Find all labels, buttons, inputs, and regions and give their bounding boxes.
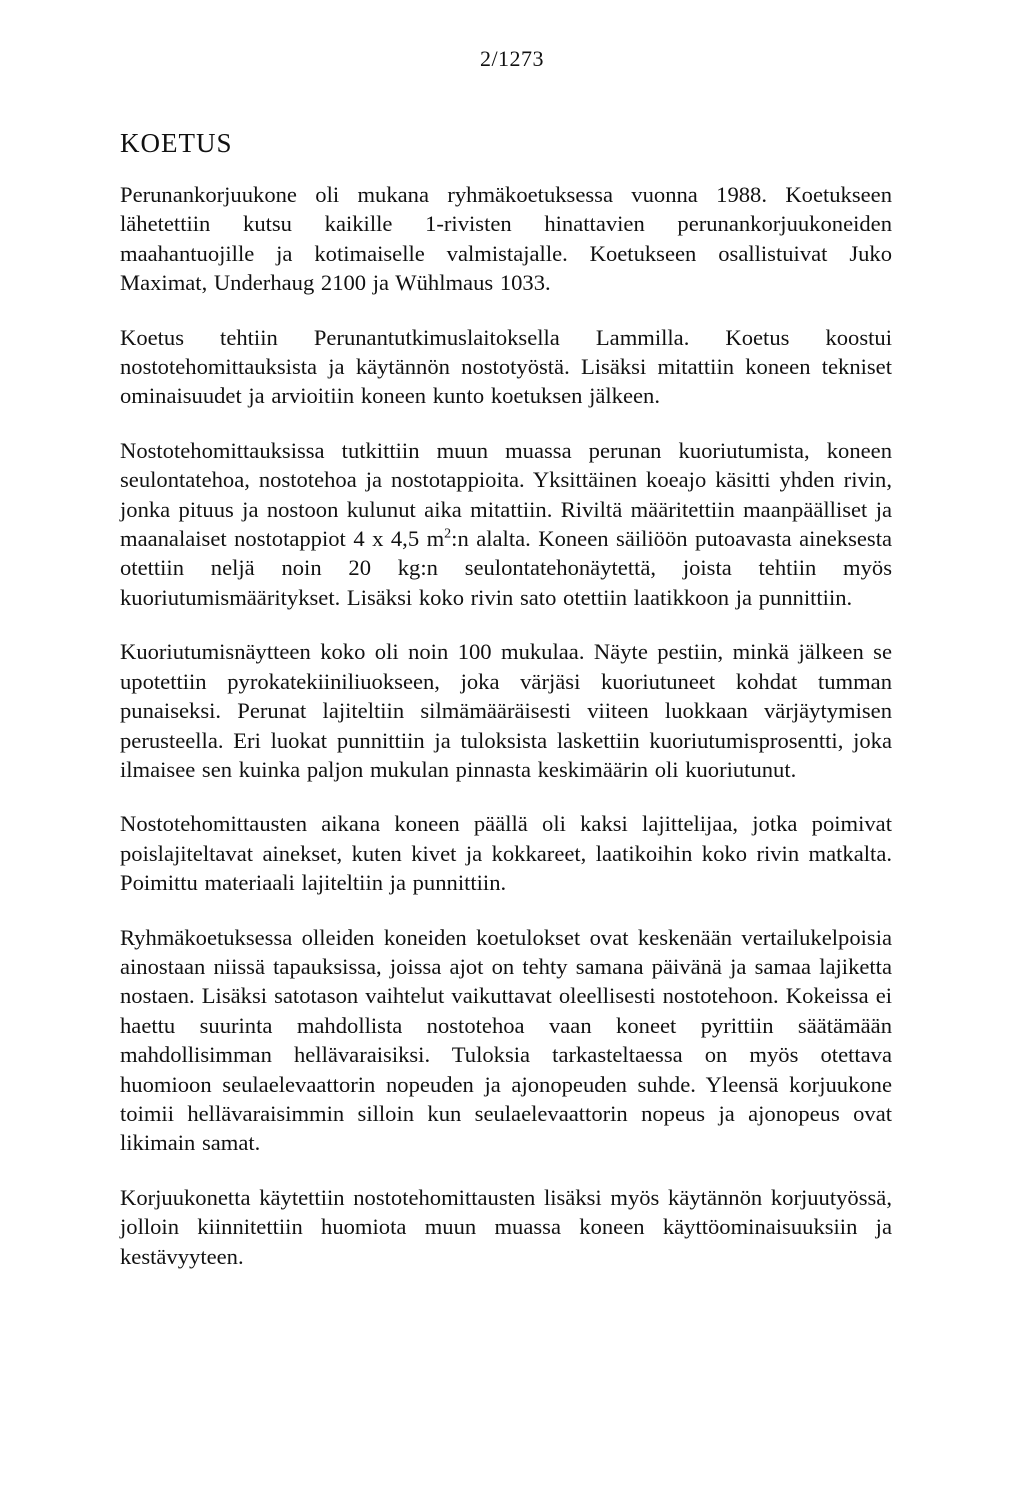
paragraph-measurements-text-after: :n alalta. Koneen säiliöön putoavasta aineksesta otettiin neljä noin 20 kg:n seulontatehonäytettä, joista tehtiin myös kuoriutumismääritykset. Lisäksi koko rivin sato otettiin laatikkoon ja punnittiin.	[120, 526, 892, 610]
paragraph-sorters: Nostotehomittausten aikana koneen päällä oli kaksi lajittelijaa, jotka poimivat poislajiteltavat ainekset, kuten kivet ja kokkareet, laatikoihin koko rivin matkalta. Poimittu materiaali lajiteltiin ja punnittiin.	[120, 811, 892, 896]
section-heading: KOETUS	[120, 128, 233, 158]
body-text	[120, 180, 892, 1296]
superscript-square: 2	[444, 526, 452, 542]
paragraph-peeling-sample: Kuoriutumisnäytteen koko oli noin 100 mukulaa. Näyte pestiin, minkä jälkeen se upotettiin pyrokatekiiniliuokseen, joka värjäsi kuoriutuneet kohdat tumman punaiseksi. Perunat lajiteltiin silmämääräisesti viiteen luokkaan värjäytymisen perusteella. Eri luokat punnittiin ja tuloksista laskettiin kuoriutumisprosentti, joka ilmaisee sen kuinka paljon mukulan pinnasta keskimäärin oli kuoriutunut.	[120, 639, 892, 782]
paragraph-practical-use: Korjuukonetta käytettiin nostotehomittausten lisäksi myös käytännön korjuutyössä, jolloin kiinnitettiin huomiota muun muassa koneen käyttöominaisuuksiin ja kestävyyteen.	[120, 1184, 892, 1269]
paragraph-measurements-text-before: Nostotehomittauksissa tutkittiin muun muassa perunan kuoriutumista, koneen seulontatehoa, nostotehoa ja nostotappioita. Yksittäinen koeajo käsitti yhden rivin, jonka pituus ja nostoon kulunut aika mitattiin. Riviltä määritettiin maanpäälliset ja maanalaiset nostotappiot 4 x 4,5 m	[120, 437, 892, 552]
paragraph-measurements	[120, 436, 892, 612]
paragraph-comparability: Ryhmäkoetuksessa olleiden koneiden koetulokset ovat keskenään vertailukelpoisia ainostaan niissä tapauksissa, joissa ajot on tehty samana päivänä ja samaa lajiketta nostaen. Lisäksi satotason vaihtelut vaikuttavat oleellisesti nostotehoon. Kokeissa ei haettu suurinta mahdollista nostotehoa vaan koneet pyrittiin säätämään mahdollisimman hellävaraisiksi. Tuloksia tarkasteltaessa on myös otettava huomioon seulaelevaattorin nopeuden ja ajonopeuden suhde. Yleensä korjuukone toimii hellävaraisimmin silloin kun seulaelevaattorin nopeus ja ajonopeus ovat likimain samat.	[120, 924, 892, 1156]
page-number: 2/1273	[479, 46, 545, 71]
paragraph-test-location: Koetus tehtiin Perunantutkimuslaitoksella Lammilla. Koetus koostui nostotehomittauksista ja käytännön nostotyöstä. Lisäksi mitattiin koneen tekniset ominaisuudet ja arvioitiin koneen kunto koetuksen jälkeen.	[120, 324, 892, 409]
paragraph-participants: Perunankorjuukone oli mukana ryhmäkoetuksessa vuonna 1988. Koetukseen lähetettiin kutsu kaikille 1-rivisten hinattavien perunankorjuukoneiden maahantuojille ja kotimaiselle valmistajalle. Koetukseen osallistuivat Juko Maximat, Underhaug 2100 ja Wühlmaus 1033.	[120, 182, 892, 296]
